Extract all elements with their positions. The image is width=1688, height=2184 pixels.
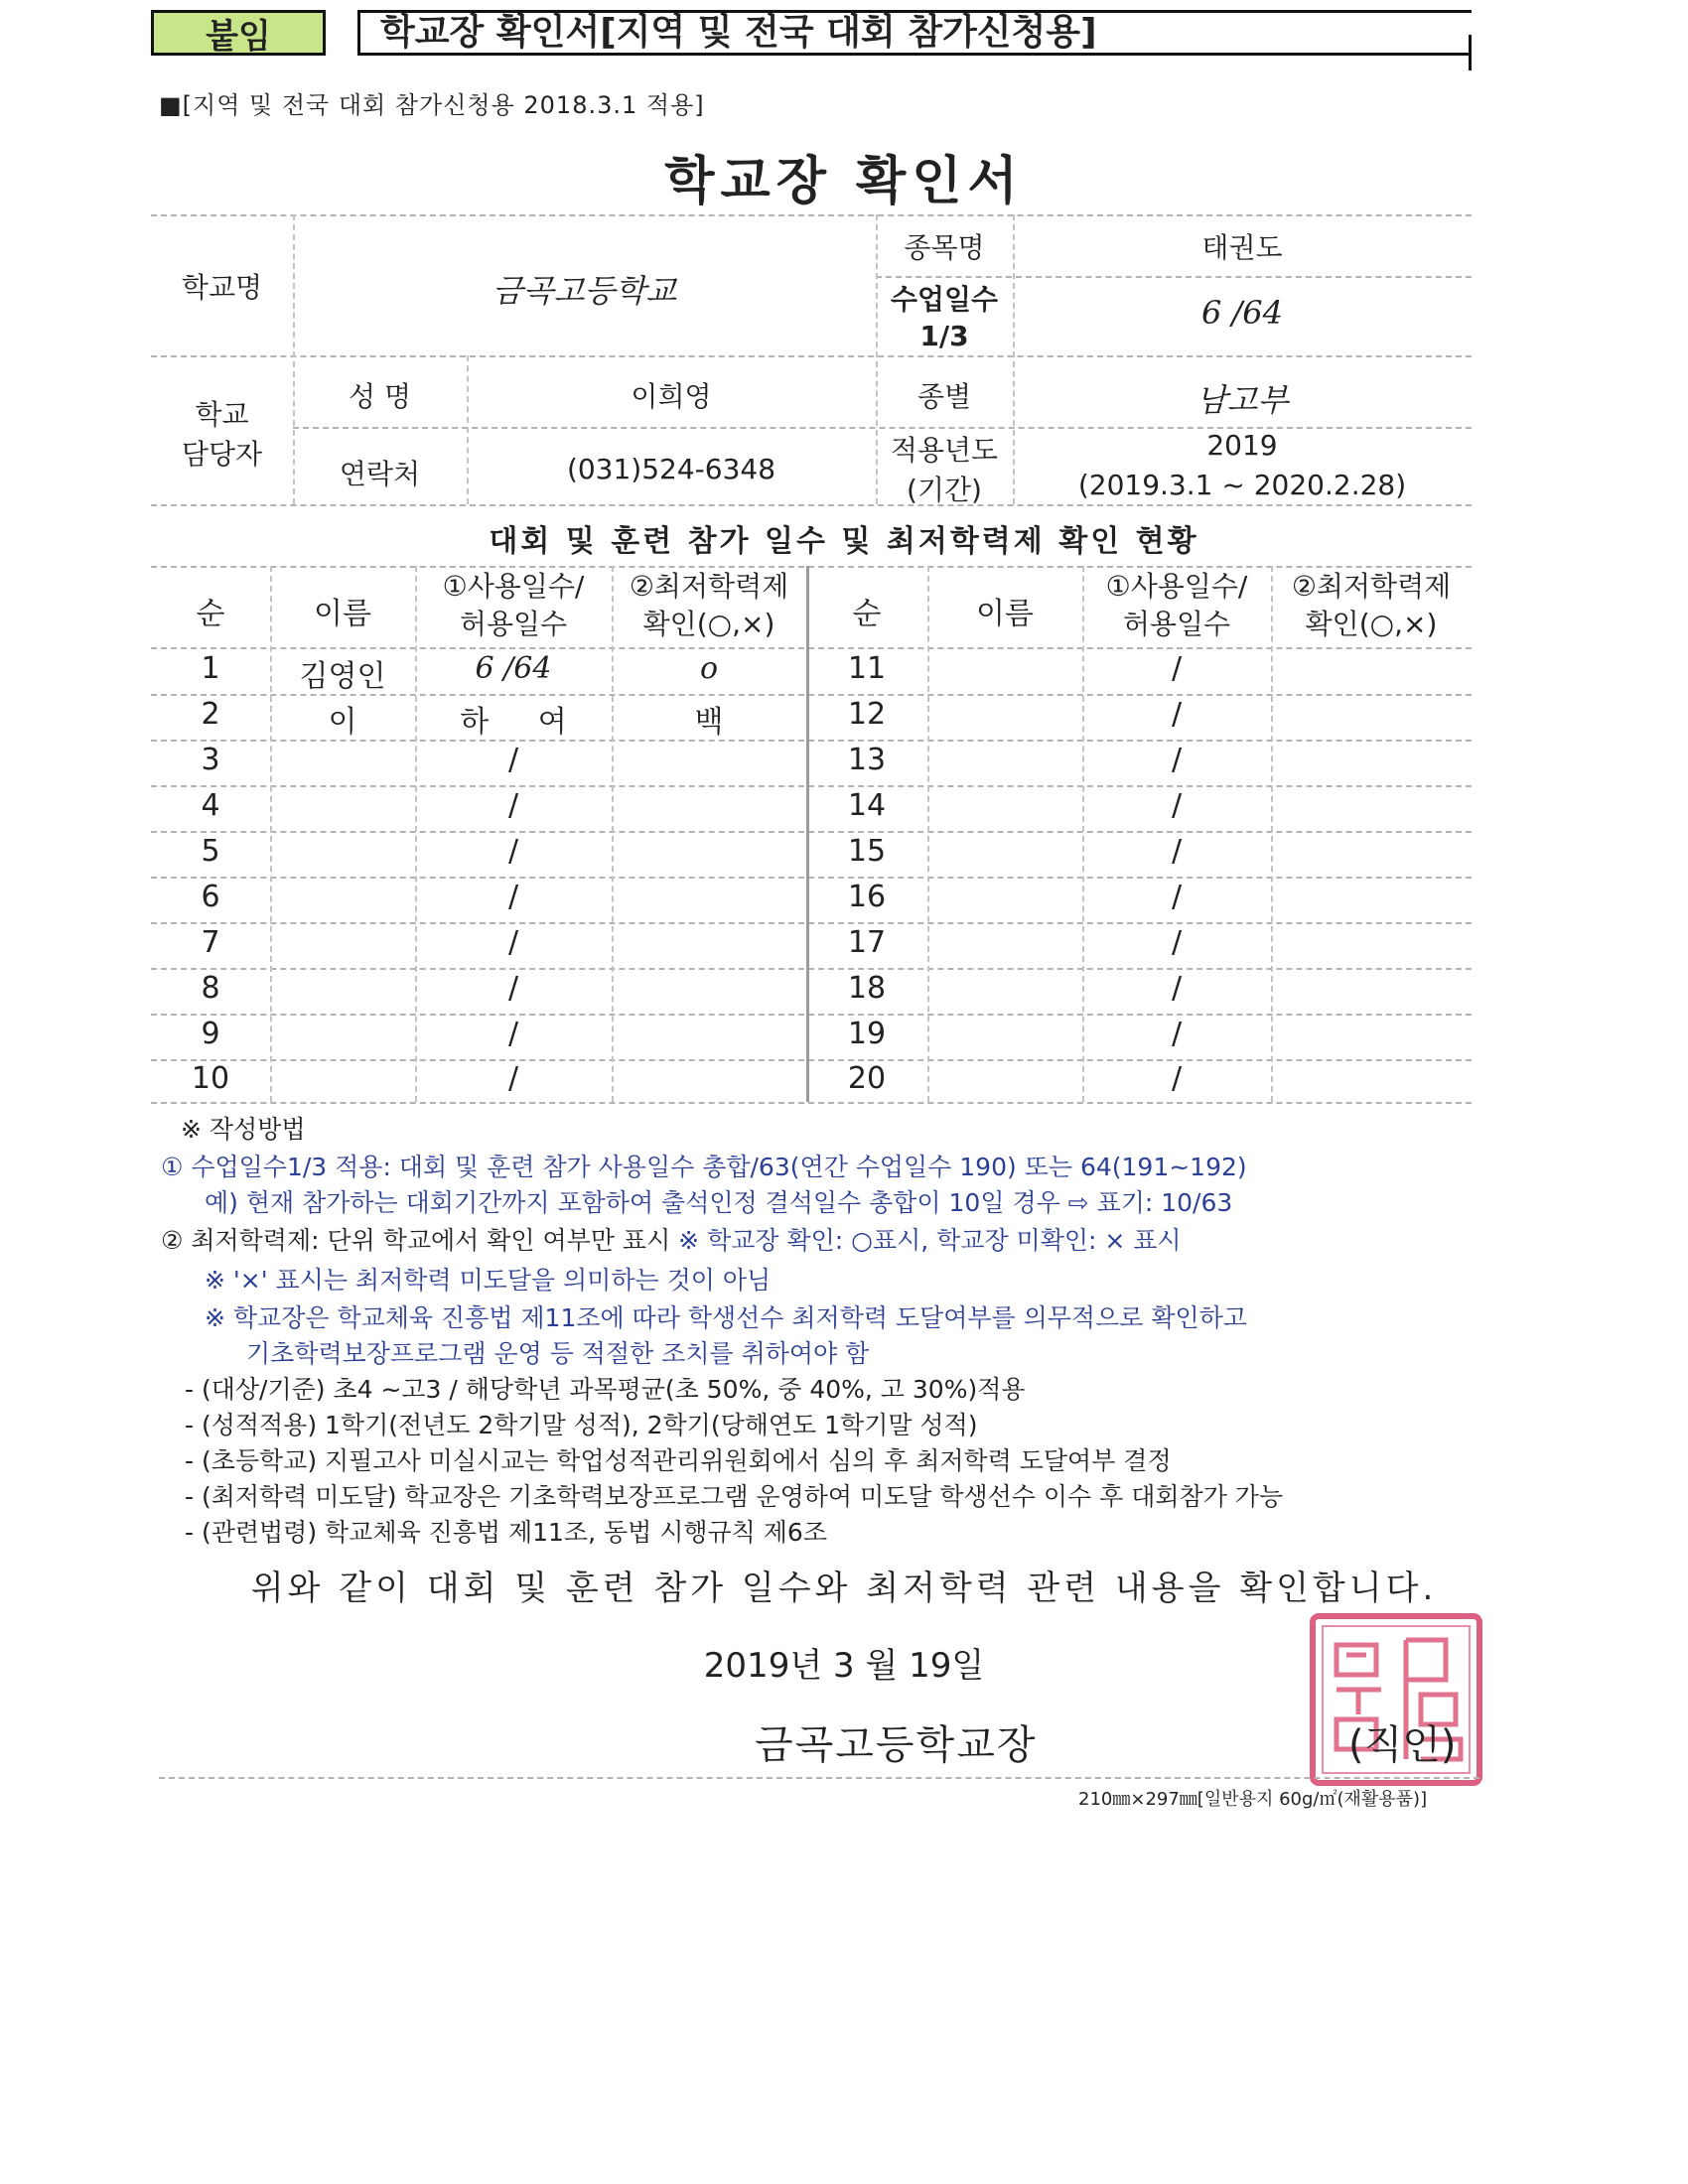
grid-line-r6: [151, 922, 1472, 924]
table-row-cell: /: [507, 1061, 519, 1096]
table-row-cell: 12: [847, 697, 887, 732]
grid-vline-1: [270, 566, 272, 1102]
table-row-cell: 6: [201, 880, 220, 914]
detail-5: - (관련법령) 학교체육 진흥법 제11조, 동법 시행규칙 제6조: [185, 1518, 827, 1547]
grid-vline-5: [927, 566, 929, 1102]
table-row-cell: /: [1171, 651, 1183, 686]
table-row-cell: 백: [694, 705, 724, 740]
header-check-right: ②최저학력제 확인(○,×): [1291, 570, 1452, 640]
table-row-cell: 7: [201, 925, 220, 960]
info-line-bottom: [151, 504, 1472, 506]
class-days-value: 6 /64: [1200, 294, 1284, 332]
apply-note: ■[지역 및 전국 대회 참가신청용 2018.3.1 적용]: [159, 91, 705, 119]
document-title: 학교장 확인서[지역 및 전국 대회 참가신청용]: [380, 12, 1097, 53]
table-row-cell: /: [1171, 971, 1183, 1006]
table-row-cell: 2: [201, 697, 220, 732]
notes-heading: ※ 작성방법: [181, 1115, 306, 1144]
grid-line-r5: [151, 877, 1472, 879]
note-2: ② 최저학력제: 단위 학교에서 확인 여부만 표시 ※ 학교장 확인: ○표시, 학교장 미확인: × 표시: [161, 1226, 1182, 1255]
table-row-cell: 11: [847, 651, 887, 686]
table-row-cell: 3: [201, 743, 220, 777]
sport-value: 태권도: [1201, 231, 1283, 264]
grid-line-r7: [151, 968, 1472, 970]
table-row-cell: /: [507, 743, 519, 777]
header-check-left: ②최저학력제 확인(○,×): [629, 570, 789, 640]
table-row-cell: 14: [847, 788, 887, 823]
paper-spec-footer: 210㎜×297㎜[일반용지 60g/㎡(재활용품)]: [1078, 1789, 1428, 1810]
table-row-cell: /: [1171, 697, 1183, 732]
info-line-mid: [151, 355, 1472, 357]
table-row-cell: /: [507, 971, 519, 1006]
attachment-badge: 붙임: [151, 10, 326, 56]
confirmation-statement: 위와 같이 대회 및 훈련 참가 일수와 최저학력 관련 내용을 확인합니다.: [250, 1569, 1438, 1608]
table-row-cell: /: [1171, 834, 1183, 869]
table-row-cell: 17: [847, 925, 887, 960]
table-row-cell: /: [507, 925, 519, 960]
year-value: 2019: [1206, 429, 1278, 462]
header-days-right: ①사용일수/ 허용일수: [1105, 570, 1248, 640]
year-period-label: (기간): [907, 474, 982, 506]
class-days-label: 수업일수: [890, 283, 999, 316]
note-1a: ① 수업일수1/3 적용: 대회 및 훈련 참가 사용일수 총합/63(연간 수업일수 190) 또는 64(191~192): [161, 1153, 1247, 1181]
contact-value: (031)524-6348: [566, 453, 776, 485]
table-row-cell: /: [1171, 925, 1183, 960]
category-label: 종별: [916, 380, 972, 413]
header-name-right: 이름: [976, 597, 1034, 631]
issue-date: 2019년 3 월 19일: [703, 1646, 985, 1686]
sport-label: 종목명: [904, 231, 985, 264]
table-row-cell: /: [1171, 788, 1183, 823]
table-row-cell: 1: [201, 651, 220, 686]
grid-line-bottom: [151, 1102, 1472, 1104]
table-row-cell: 13: [847, 743, 887, 777]
seal-label: (직인): [1348, 1722, 1457, 1768]
table-row-cell: 9: [201, 1017, 220, 1051]
period-value: (2019.3.1 ~ 2020.2.28): [1077, 469, 1407, 501]
table-row-cell: /: [1171, 1061, 1183, 1096]
manager-label-1: 학교: [195, 398, 249, 431]
school-value: 금곡고등학교: [492, 272, 677, 310]
section-title: 대회 및 훈련 참가 일수 및 최저학력제 확인 현황: [489, 524, 1199, 559]
note-4b: 기초학력보장프로그램 운영 등 적절한 조치를 취하여야 함: [246, 1339, 870, 1368]
note-1b: 예) 현재 참가하는 대회기간까지 포함하여 출석인정 결석일수 총합이 10일 경우 ⇨ 표기: 10/63: [205, 1188, 1233, 1217]
table-row-cell: /: [1171, 880, 1183, 914]
note-4a: ※ 학교장은 학교체육 진흥법 제11조에 따라 학생선수 최저학력 도달여부를 의무적으로 확인하고: [205, 1303, 1247, 1332]
table-row-cell: 6 /64: [475, 651, 552, 686]
name-label: 성 명: [349, 380, 411, 413]
table-row-cell: 4: [201, 788, 220, 823]
table-row-cell: o: [699, 651, 719, 686]
table-row-cell: /: [507, 1017, 519, 1051]
school-label: 학교명: [181, 271, 263, 304]
grid-line-r3: [151, 785, 1472, 787]
grid-line-r4: [151, 831, 1472, 833]
grid-line-r8: [151, 1014, 1472, 1016]
year-label: 적용년도: [890, 434, 999, 467]
grid-line-header: [151, 647, 1472, 649]
table-row-cell: 8: [201, 971, 220, 1006]
principal-name: 금곡고등학교장: [755, 1722, 1038, 1768]
table-row-cell: 16: [847, 880, 887, 914]
detail-1: - (대상/기준) 초4 ~고3 / 해당학년 과목평균(초 50%, 중 40%, 고 30%)적용: [185, 1375, 1026, 1404]
title-box-end-mark: [1469, 35, 1472, 70]
grid-vline-3: [612, 566, 614, 1102]
table-row-cell: /: [507, 788, 519, 823]
category-value: 남고부: [1196, 381, 1289, 419]
table-row-cell: /: [507, 834, 519, 869]
footer-line: [159, 1777, 1479, 1779]
grid-vline-7: [1271, 566, 1273, 1102]
table-row-cell: 20: [847, 1061, 887, 1096]
detail-2: - (성적적용) 1학기(전년도 2학기말 성적), 2학기(당해연도 1학기말 성적): [185, 1411, 978, 1439]
header-name-left: 이름: [314, 597, 371, 631]
table-row-cell: 10: [191, 1061, 230, 1096]
table-row-cell: 5: [201, 834, 220, 869]
table-row-cell: 하 여: [460, 705, 567, 740]
header-order-right: 순: [852, 597, 882, 631]
detail-4: - (최저학력 미도달) 학교장은 기초학력보장프로그램 운영하여 미도달 학생선수 이수 후 대회참가 가능: [185, 1482, 1284, 1511]
table-row-cell: /: [1171, 1017, 1183, 1051]
table-row-cell: 18: [847, 971, 887, 1006]
class-days-ratio: 1/3: [919, 320, 969, 352]
header-order-left: 순: [196, 597, 225, 631]
main-title: 학교장 확인서: [664, 152, 1024, 211]
name-value: 이희영: [631, 380, 712, 413]
table-row-cell: /: [507, 880, 519, 914]
info-line-top: [151, 214, 1472, 216]
manager-label-2: 담당자: [181, 438, 263, 471]
table-row-cell: 19: [847, 1017, 887, 1051]
table-row-cell: 15: [847, 834, 887, 869]
table-row-cell: 김영인: [299, 659, 386, 694]
detail-3: - (초등학교) 지필고사 미실시교는 학업성적관리위원회에서 심의 후 최저학력 도달여부 결정: [185, 1446, 1172, 1475]
note-3: ※ '×' 표시는 최저학력 미도달을 의미하는 것이 아님: [205, 1266, 772, 1295]
contact-label: 연락처: [339, 458, 421, 490]
table-row-cell: /: [1171, 743, 1183, 777]
document-title-box: [357, 10, 1472, 56]
header-days-left: ①사용일수/ 허용일수: [442, 570, 585, 640]
table-row-cell: 이: [328, 705, 357, 740]
